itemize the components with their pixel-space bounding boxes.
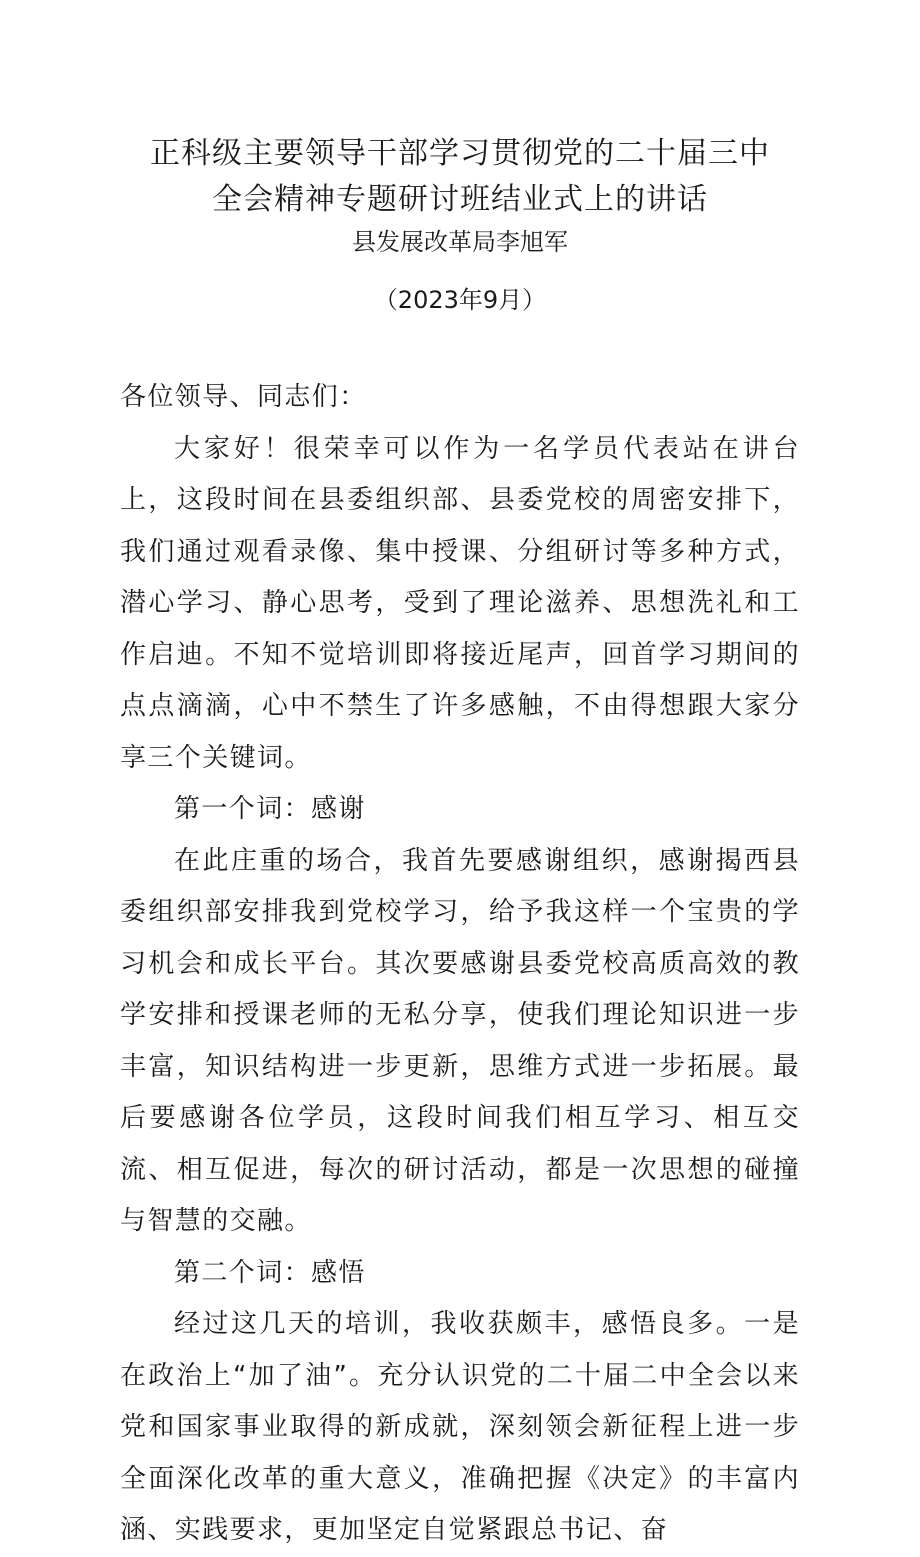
section-heading-gratitude: 第一个词：感谢 <box>174 794 366 824</box>
document-date: （2023年9月） <box>373 286 547 314</box>
document-author: 县发展改革局李旭军 <box>352 228 568 256</box>
paragraph-gratitude: 在此庄重的场合，我首先要感谢组织，感谢揭西县委组织部安排我到党校学习，给予我这样一个宝贵的学习机会和成长平台。其次要感谢县委党校高质高效的教学安排和授课老师的无私分享，使我们理论知识进一步丰富，知识结构进一步更新，思维方式进一步拓展。最后要感谢各位学员，这段时间我们相互学习、相互交流、相互促进，每次的研讨活动，都是一次思想的碰撞与智慧的交融。 <box>120 845 800 1236</box>
salutation: 各位领导、同志们： <box>120 382 367 412</box>
document-body <box>120 372 800 1557</box>
section-heading-insight: 第二个词：感悟 <box>174 1257 366 1288</box>
paragraph-opening: 大家好！很荣幸可以作为一名学员代表站在讲台上，这段时间在县委组织部、县委党校的周密安排下，我们通过观看录像、集中授课、分组研讨等多种方式，潜心学习、静心思考，受到了理论滋养、思想洗礼和工作启迪。不知不觉培训即将接近尾声，回首学习期间的点点滴滴，心中不禁生了许多感触，不由得想跟大家分享三个关键词。 <box>120 433 800 773</box>
document-title-line-2: 全会精神专题研讨班结业式上的讲话 <box>212 182 708 217</box>
document-title-line-1: 正科级主要领导干部学习贯彻党的二十届三中 <box>150 136 770 171</box>
paragraph-insight: 经过这几天的培训，我收获颇丰，感悟良多。一是在政治上“加了油”。充分认识党的二十届二中全会以来党和国家事业取得的新成就，深刻领会新征程上进一步全面深化改革的重大意义，准确把握《决定》的丰富内涵、实践要求，更加坚定自觉紧跟总书记、奋 <box>120 1309 800 1545</box>
